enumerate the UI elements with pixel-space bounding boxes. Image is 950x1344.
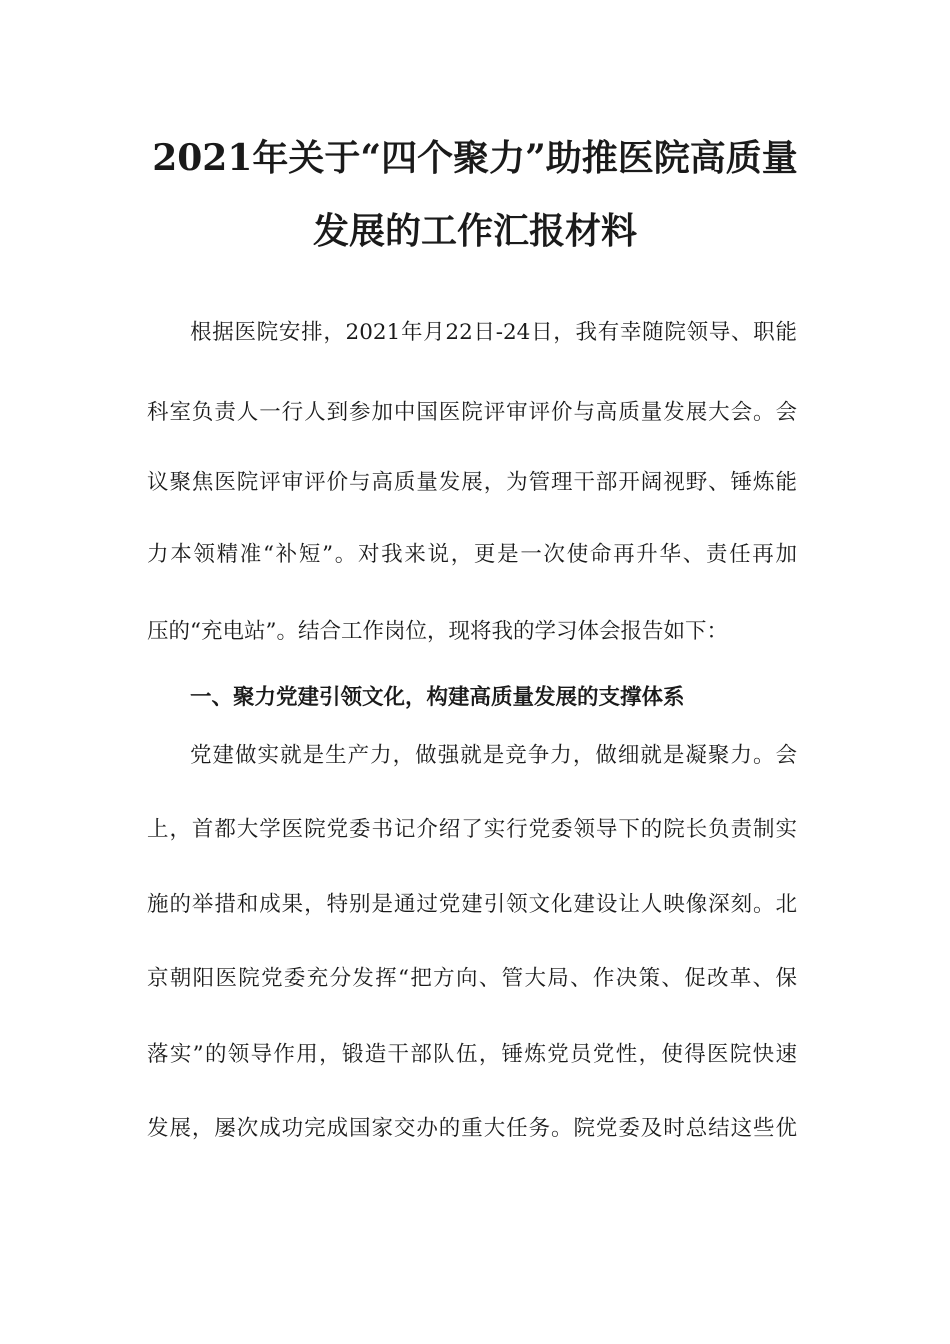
paragraph-1-line-2: 科室负责人一行人到参加中国医院评审评价与高质量发展大会。会 [147,400,797,425]
document-title-line-2: 发展的工作汇报材料 [312,210,637,252]
paragraph-2-line-2: 上，首都大学医院党委书记介绍了实行党委领导下的院长负责制实 [147,817,797,842]
document-title-line-1: 2021年关于“四个聚力”助推医院高质量 [152,137,798,179]
paragraph-1-line-1: 根据医院安排，2021年月22日-24日，我有幸随院领导、职能 [190,320,797,345]
paragraph-2-line-4: 京朝阳医院党委充分发挥“把方向、管大局、作决策、促改革、保 [147,966,797,991]
paragraph-2-line-3: 施的举措和成果，特别是通过党建引领文化建设让人映像深刻。北 [147,892,797,917]
paragraph-1-line-4: 力本领精准“补短”。对我来说，更是一次使命再升华、责任再加 [147,542,797,567]
paragraph-1-line-5: 压的“充电站”。结合工作岗位，现将我的学习体会报告如下： [147,619,728,644]
section-1-heading: 一、聚力党建引领文化，构建高质量发展的支撑体系 [190,685,685,710]
paragraph-2-line-6: 发展，屡次成功完成国家交办的重大任务。院党委及时总结这些优 [147,1116,797,1141]
paragraph-2-line-1: 党建做实就是生产力，做强就是竞争力，做细就是凝聚力。会 [190,743,797,768]
paragraph-2-line-5: 落实”的领导作用，锻造干部队伍，锤炼党员党性，使得医院快速 [147,1042,797,1067]
paragraph-1-line-3: 议聚焦医院评审评价与高质量发展，为管理干部开阔视野、锤炼能 [147,470,797,495]
